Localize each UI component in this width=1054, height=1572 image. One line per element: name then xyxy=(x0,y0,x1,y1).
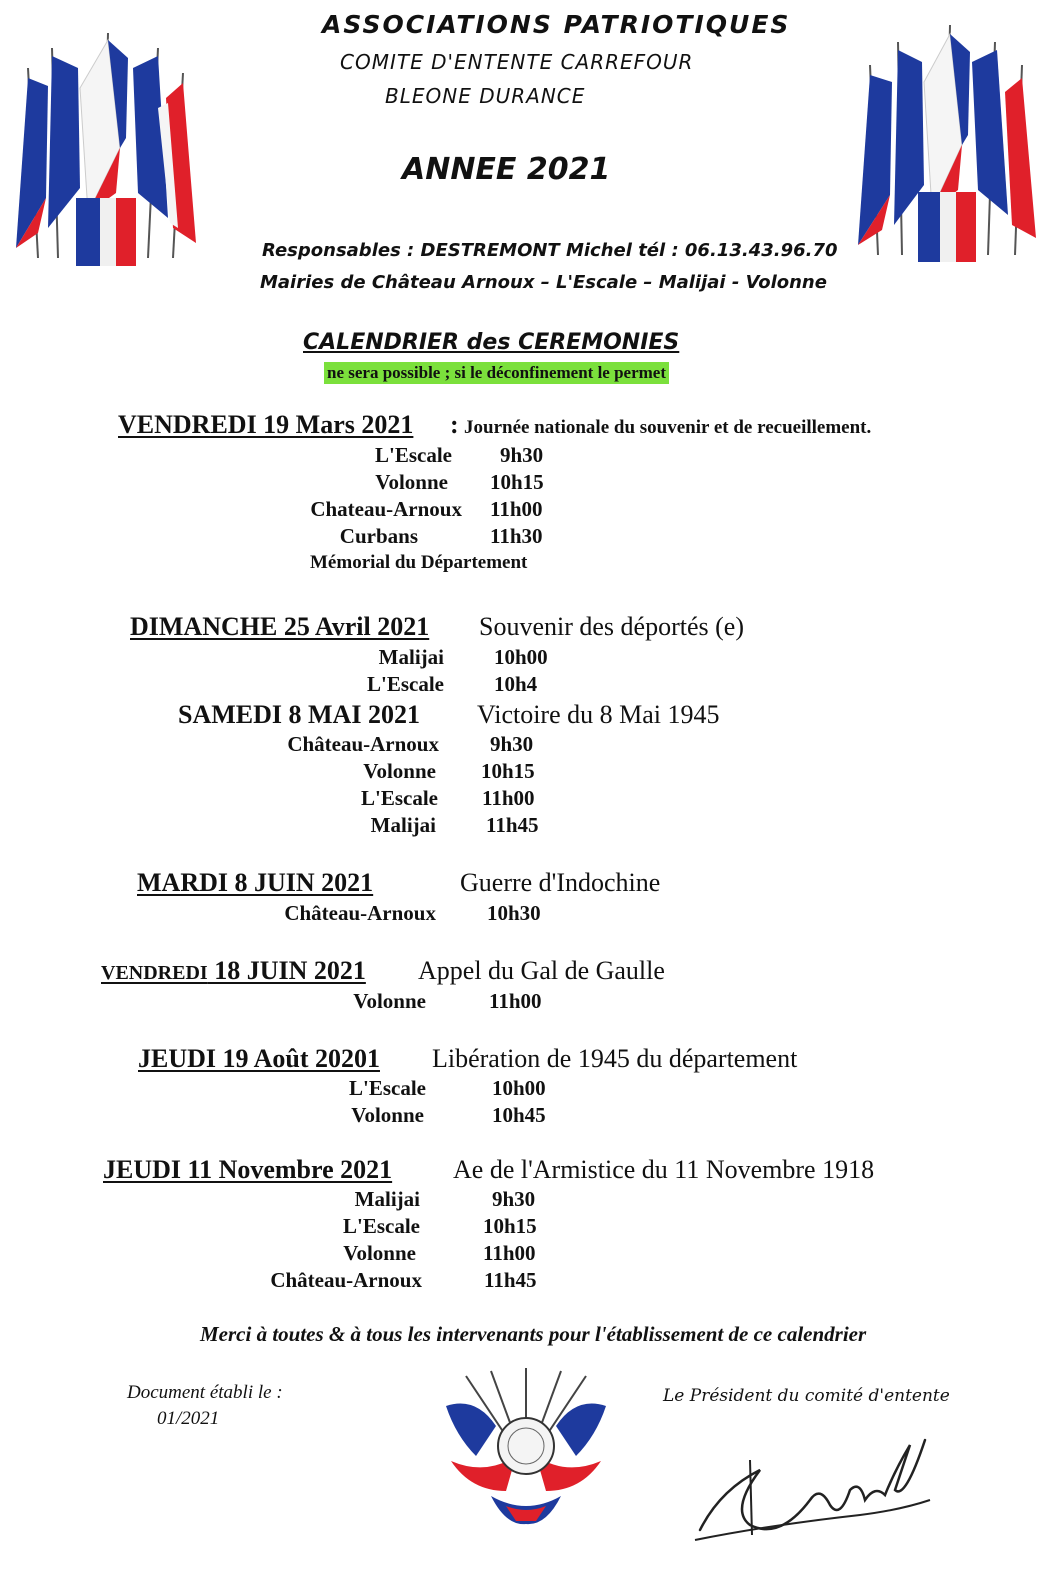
event-time: 11h00 xyxy=(483,1241,536,1265)
event-date: MARDI 8 JUIN 2021 xyxy=(137,868,374,897)
event-time: 10h4 xyxy=(494,672,538,696)
event-date: DIMANCHE 25 Avril 2021 xyxy=(130,612,430,641)
header-committee: COMITE D'ENTENTE CARREFOUR xyxy=(340,50,694,74)
calendar-title: CALENDRIER des CEREMONIES xyxy=(303,330,680,355)
patriotic-emblem-icon xyxy=(436,1366,616,1536)
event-title: Appel du Gal de Gaulle xyxy=(418,956,665,985)
event-time: 10h15 xyxy=(490,470,544,494)
event-time: 10h15 xyxy=(483,1214,537,1238)
event-place: Malijai xyxy=(354,1187,420,1211)
event-place: Volonne xyxy=(351,1103,424,1127)
event-time: 11h45 xyxy=(486,813,539,837)
event-time: 11h00 xyxy=(489,989,542,1013)
event-place: L'Escale xyxy=(361,786,438,810)
event-date: SAMEDI 8 MAI 2021 xyxy=(178,700,420,729)
event-place: Château-Arnoux xyxy=(284,901,436,925)
event-place: Volonne xyxy=(353,989,426,1013)
event-date-colon: : xyxy=(450,410,459,439)
event-date: JEUDI 11 Novembre 2021 xyxy=(103,1155,393,1184)
event-place: Volonne xyxy=(343,1241,416,1265)
event-title: Ae de l'Armistice du 11 Novembre 1918 xyxy=(453,1155,875,1184)
header-year: ANNEE 2021 xyxy=(402,152,611,187)
event-title: Victoire du 8 Mai 1945 xyxy=(477,700,720,729)
event-time: 11h45 xyxy=(484,1268,537,1292)
flags-right-icon xyxy=(850,20,1045,270)
event-time: 10h00 xyxy=(494,645,548,669)
document-date: 01/2021 xyxy=(157,1408,220,1429)
event-time: 11h00 xyxy=(490,497,543,521)
event-title: Journée nationale du souvenir et de recueillement. xyxy=(464,417,872,438)
event-place: L'Escale xyxy=(375,443,452,467)
event-place: Malijai xyxy=(370,813,436,837)
notice-banner: ne sera possible ; si le déconfinement le permet xyxy=(324,362,669,384)
event-title: Libération de 1945 du département xyxy=(432,1044,798,1073)
header-region: BLEONE DURANCE xyxy=(385,84,586,108)
event-title: Souvenir des déportés (e) xyxy=(479,612,744,641)
event-time: 10h45 xyxy=(492,1103,546,1127)
event-time: 10h00 xyxy=(492,1076,546,1100)
event-place: Volonne xyxy=(363,759,436,783)
event-date-weekday: VENDREDI xyxy=(101,962,208,984)
event-place: L'Escale xyxy=(343,1214,420,1238)
signature-icon xyxy=(690,1430,940,1565)
event-time: 9h30 xyxy=(490,732,534,756)
event-date: JEUDI 19 Août 20201 xyxy=(138,1044,380,1073)
document-date-label: Document établi le : xyxy=(127,1382,283,1403)
event-extra: Mémorial du Département xyxy=(310,552,528,573)
thanks-line: Merci à toutes & à tous les intervenants pour l'établissement de ce calendrier xyxy=(200,1322,867,1346)
event-date: VENDREDI 19 Mars 2021 xyxy=(118,410,414,439)
president-label: Le Président du comité d'entente xyxy=(663,1386,950,1406)
event-place: Château-Arnoux xyxy=(287,732,439,756)
event-date xyxy=(101,956,366,986)
event-place: L'Escale xyxy=(349,1076,426,1100)
event-place: Chateau-Arnoux xyxy=(310,497,462,521)
header-title: ASSOCIATIONS PATRIOTIQUES xyxy=(322,10,791,39)
event-date-day: 18 JUIN 2021 xyxy=(207,956,366,985)
event-title: Guerre d'Indochine xyxy=(460,868,661,897)
event-time: 10h15 xyxy=(481,759,535,783)
event-time: 11h30 xyxy=(490,524,543,548)
event-time: 11h00 xyxy=(482,786,535,810)
event-place: Malijai xyxy=(378,645,444,669)
event-time: 9h30 xyxy=(500,443,544,467)
event-place: Château-Arnoux xyxy=(270,1268,422,1292)
header-mairies: Mairies de Château Arnoux – L'Escale – Malijai - Volonne xyxy=(260,272,827,293)
header-responsables: Responsables : DESTREMONT Michel tél : 06.13.43.96.70 xyxy=(262,240,838,261)
event-time: 9h30 xyxy=(492,1187,536,1211)
event-place: Curbans xyxy=(339,524,418,548)
event-time: 10h30 xyxy=(487,901,541,925)
event-place: L'Escale xyxy=(367,672,444,696)
flags-left-icon xyxy=(8,28,203,273)
event-place: Volonne xyxy=(375,470,448,494)
